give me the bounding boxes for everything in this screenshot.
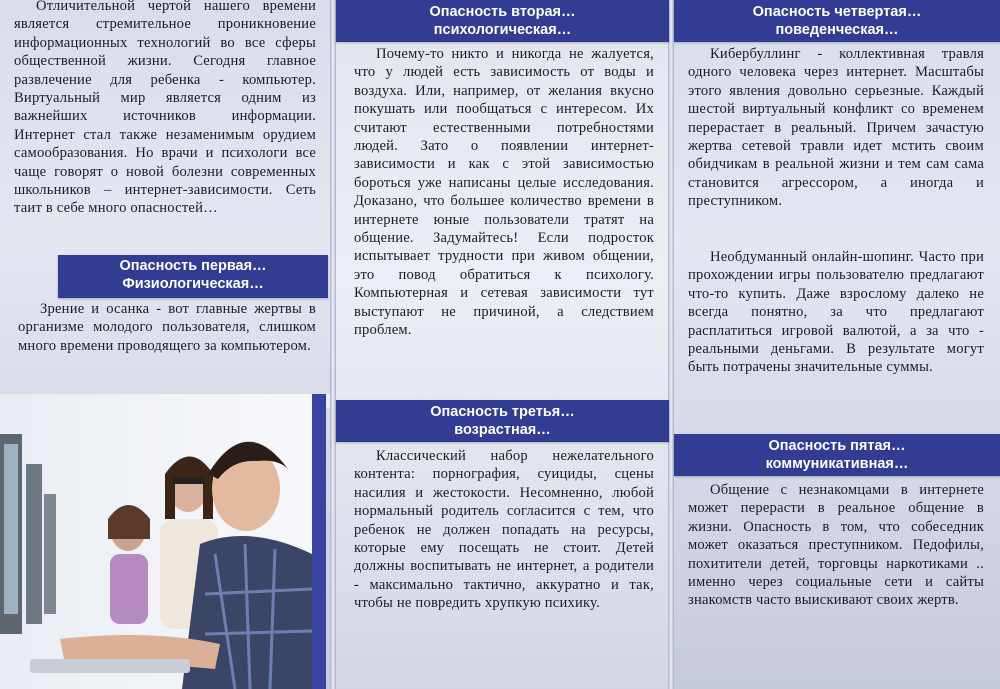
danger4-header (674, 0, 1000, 42)
intro-text: Отличительной чертой нашего времени является стремительное проникновение информационных технологий во все сферы общественной жизни. Сегодня главное развлечение для ребенка - компьютер. Виртуальный мир является одним из важнейших источников информации. Интернет стал также незаменимым орудием самообразования. Но врачи и психологи все чаще говорят о новой болезни современных школьников – интернет-зависимости. Сеть таит в себе много опасностей… (14, 0, 316, 217)
danger3-header (336, 400, 669, 442)
danger3-subtitle: возрастная… (454, 422, 551, 438)
students-at-computers-photo (0, 394, 312, 689)
danger4-text-cyberbullying: Кибербуллинг - коллективная травля одного человека через интернет. Масштабы этого явления довольно серьезные. Каждый шестой виртуальный конфликт со временем перерастает в реальный. Причем зачастую жертва сетевой травли идет мстить своим обидчикам в реальной жизни и тем сам сама становится агрессором, а иногда и преступником. (688, 46, 984, 210)
danger3-text: Классический набор нежелательного контента: порнография, суициды, сцены насилия и жестокости. Несомненно, любой нормальный родитель согласится с тем, что ребенок не должен попадать на ресурсы, которые ему посещать не стоит. Детей должны воспитывать не интернет, а родители - максимально тактично, аккуратно и так, чтобы не повредить хрупкую психику. (354, 448, 654, 612)
danger1-subtitle: Физиологическая… (122, 276, 264, 292)
danger5-text: Общение с незнакомцами в интернете может перерасти в реальное общение в жизни. Опасность в том, что собеседник может оказаться преступником. Педофилы, похитители детей, торговцы наркотиками .. именно через социальные сети и сайты знакомств часто выискивают своих жертв. (688, 482, 984, 609)
danger1-title: Опасность первая… (119, 258, 267, 274)
danger2-title: Опасность вторая… (429, 4, 576, 20)
danger1-header (58, 255, 328, 298)
danger5-title: Опасность пятая… (768, 438, 906, 454)
danger5-header (674, 434, 1000, 476)
danger4-text-shopping: Необдуманный онлайн-шопинг. Часто при прохождении игры пользователю предлагают что-то купить. Даже взрослому далеко не всегда понятно, за что предлагают расплатиться игровой валютой, а за что - реальными деньгами. В результате могут быть потрачены значительные суммы. (688, 249, 984, 376)
fold-line (668, 0, 674, 689)
danger3-title: Опасность третья… (430, 404, 575, 420)
photo-frame-stripe (312, 394, 326, 689)
danger4-subtitle: поведенческая… (775, 22, 899, 38)
danger1-text: Зрение и осанка - вот главные жертвы в организме молодого пользователя, слишком много времени проводящего за компьютером. (18, 301, 316, 354)
danger5-subtitle: коммуникативная… (765, 456, 909, 472)
danger4-title: Опасность четвертая… (752, 4, 922, 20)
fold-line (330, 0, 336, 689)
danger2-subtitle: психологическая… (433, 22, 572, 38)
danger2-text: Почему-то никто и никогда не жалуется, что у людей есть зависимость от воды и воздуха. Или, например, от желания вкусно покушать или пообщаться с интересом. Их считают естественными потребностями людей. Зато о появлении интернет-зависимости и как с этой зависимостью бороться уже написаны целые исследования. Доказано, что большее количество времени в интернете юные пользователи тратят на общение. Задумайтесь! Если подросток испытывает трудности при живом общении, это повод обратиться к психологу. Компьютерная и сетевая зависимости тут выступают не причиной, а следствием проблем. (354, 46, 654, 339)
danger2-header (336, 0, 669, 42)
